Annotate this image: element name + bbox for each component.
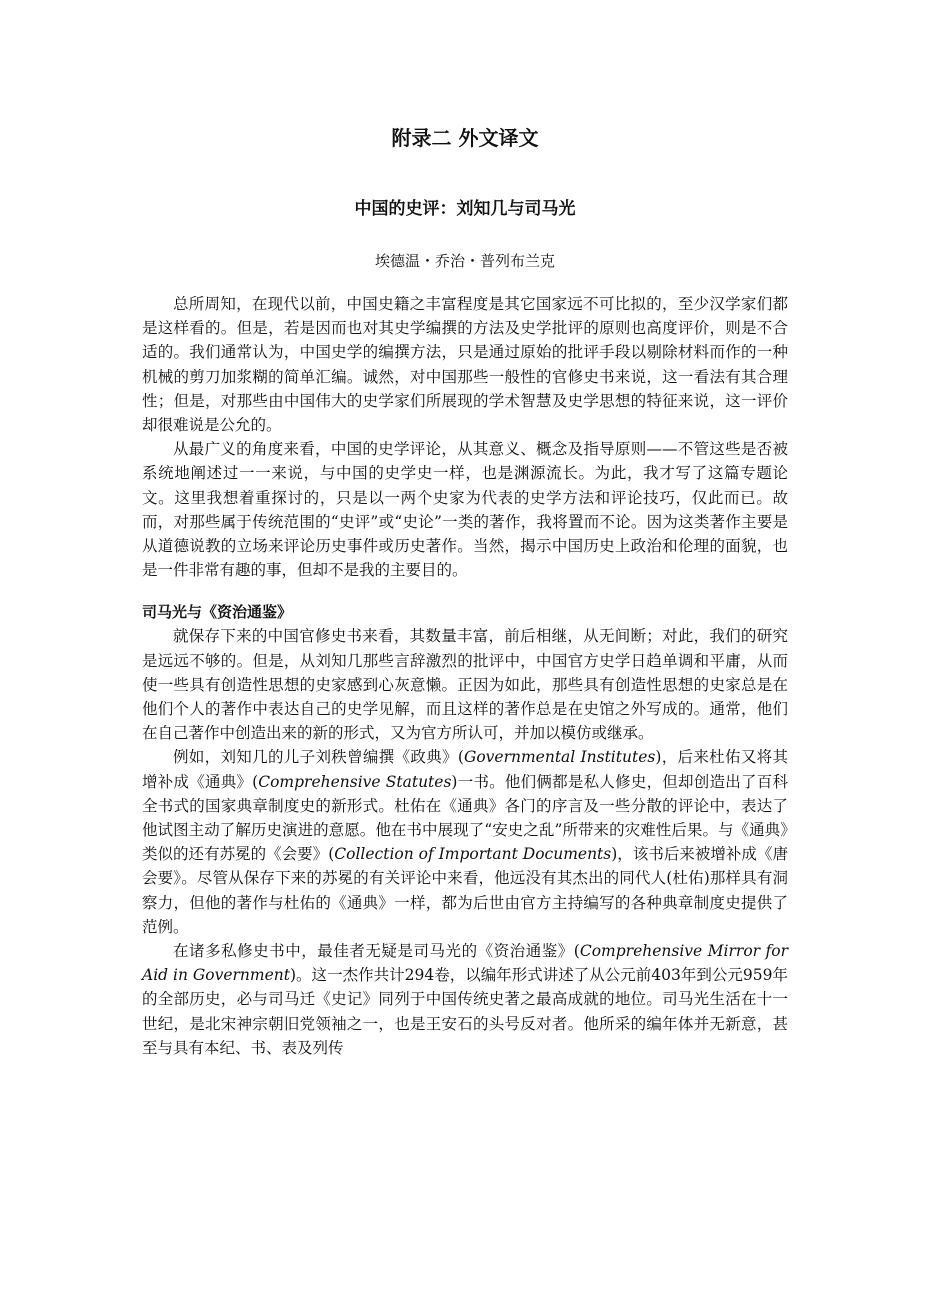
- text-run: )，后来杜佑又将其增补成《通典》(: [142, 748, 788, 791]
- body-text: [142, 292, 788, 1060]
- english-title: Governmental Institutes: [463, 748, 656, 767]
- text-run: )。这一杰作共计294卷，以编年形式讲述了从公元前403年到公元959年的全部历史，必与司马迁《史记》同列于中国传统史著之最高成就的地位。司马光生活在十一世纪，是北宋神宗朝旧党领袖之一，也是王安石的头号反对者。他所采的编年体并无新意，甚至与具有本纪、书、表及列传: [142, 966, 788, 1057]
- intro-paragraph-2: 从最广义的角度来看，中国的史学评论，从其意义、概念及指导原则——不管这些是否被系统地阐述过一一来说，与中国的史学史一样，也是渊源流长。为此，我才写了这篇专题论文。这里我想着重探讨的，只是以一两个史家为代表的史学方法和评论技巧，仅此而已。故而，对那些属于传统范围的“史评”或“史论”一类的著作，我将置而不论。因为这类著作主要是从道德说教的立场来评论历史事件或历史著作。当然，揭示中国历史上政治和伦理的面貌，也是一件非常有趣的事，但却不是我的主要目的。: [142, 440, 788, 580]
- author-name: 埃德温・乔治・普列布兰克: [374, 252, 555, 270]
- english-title: Collection of Important Documents: [334, 845, 612, 864]
- english-title: Comprehensive Statutes: [258, 772, 452, 791]
- text-run: 例如，刘知几的儿子刘秩曾编撰《政典》(: [173, 748, 464, 767]
- appendix-title: 附录二 外文译文: [391, 126, 539, 150]
- text-run: )，该书后来被增补成《唐会要》。尽管从保存下来的苏冕的有关评论中来看，他远没有其杰出的同代人(杜佑)那样具有洞察力，但他的著作与杜佑的《通典》一样，都为后世由官方主持编写的各种典章制度史提供了范例。: [142, 845, 788, 936]
- section-paragraph-1: 就保存下来的中国官修史书来看，其数量丰富，前后相继，从无间断；对此，我们的研究是远远不够的。但是，从刘知几那些言辞激烈的批评中，中国官方史学日趋单调和平庸，从而使一些具有创造性思想的史家感到心灰意懒。正因为如此，那些具有创造性思想的史家总是在他们个人的著作中表达自己的史学见解，而且这样的著作总是在史馆之外写成的。通常，他们在自己著作中创造出来的新的形式，又为官方所认可，并加以模仿或继承。: [142, 627, 788, 743]
- text-run: )一书。他们俩都是私人修史，但却创造出了百科全书式的国家典章制度史的新形式。杜佑在《通典》各门的序言及一些分散的评论中，表达了他试图主动了解历史演进的意愿。他在书中展现了“安史之乱”所带来的灾难性后果。与《通典》类似的还有苏冕的《会要》(: [142, 772, 788, 864]
- article-title: 中国的史评：刘知几与司马光: [354, 199, 576, 219]
- section-paragraph-3: [142, 939, 788, 1060]
- document-page: [142, 118, 788, 1060]
- intro-paragraph-1: 总所周知，在现代以前，中国史籍之丰富程度是其它国家远不可比拟的，至少汉学家们都是这样看的。但是，若是因而也对其史学编撰的方法及史学批评的原则也高度评价，则是不合适的。我们通常认为，中国史学的编撰方法，只是通过原始的批评手段以剔除材料而作的一种机械的剪刀加浆糊的简单汇编。诚然，对中国那些一般性的官修史书来说，这一看法有其合理性；但是，对那些由中国伟大的史学家们所展现的学术智慧及史学思想的特征来说，这一评价却很难说是公允的。: [142, 295, 788, 435]
- section-heading: 司马光与《资治通鉴》: [142, 603, 293, 622]
- text-run: 在诸多私修史书中，最佳者无疑是司马光的《资治通鉴》(: [173, 942, 580, 961]
- section-paragraph-2: [142, 745, 788, 939]
- english-title: Comprehensive Mirror for Aid in Government: [142, 942, 788, 985]
